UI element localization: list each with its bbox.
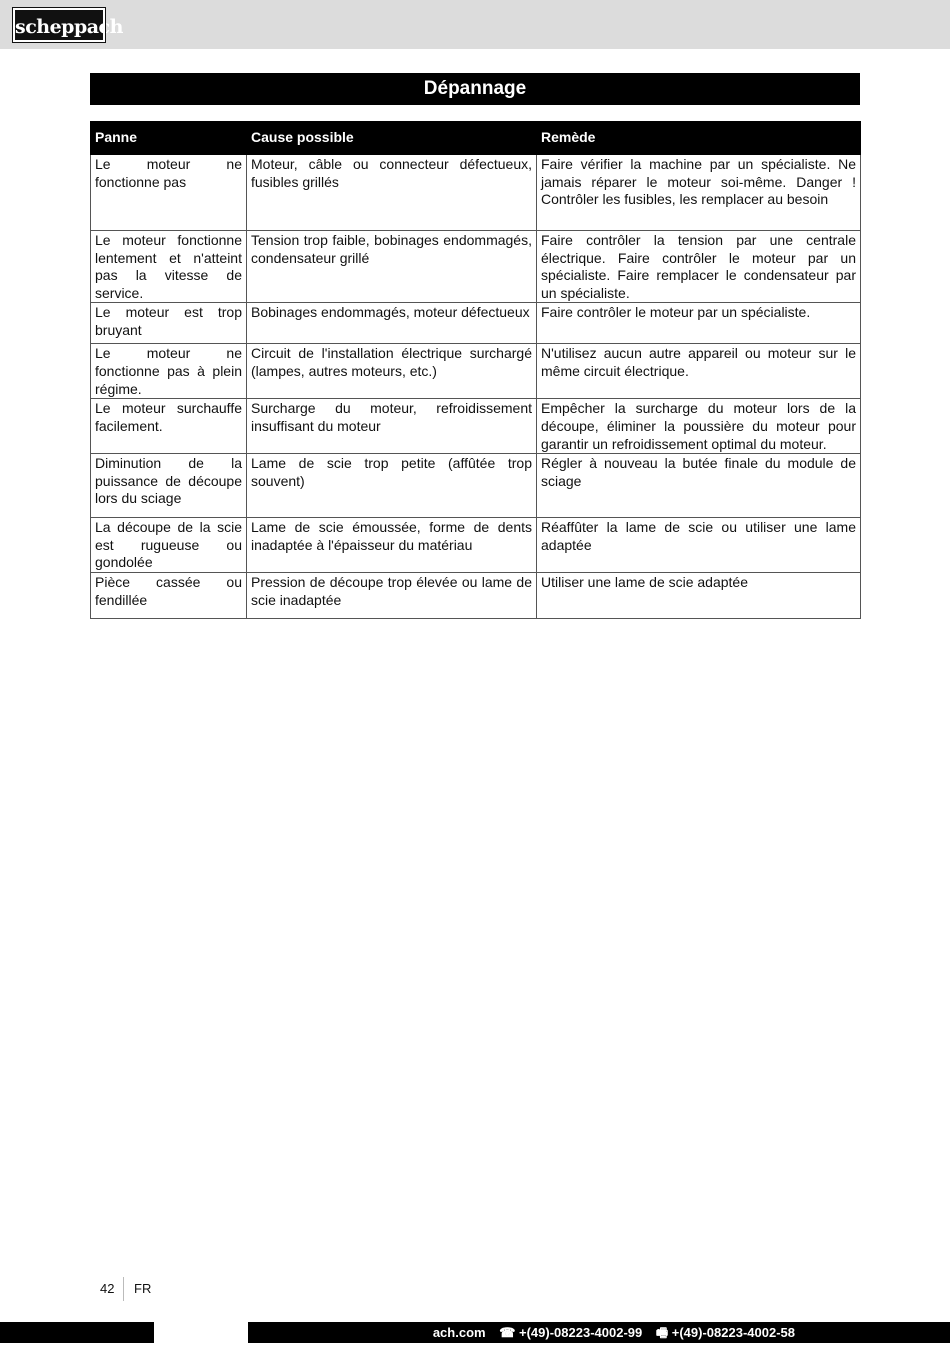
footer-gap [154, 1322, 248, 1343]
cell-remede: Faire contrôler le moteur par un spécialiste. [537, 303, 861, 344]
table-row [91, 399, 861, 454]
cell-panne: Le moteur fonctionne lentement et n'atteint pas la vitesse de service. [91, 231, 247, 303]
cell-remede: Faire contrôler la tension par une centrale électrique. Faire contrôler le moteur par un spécialiste. Faire remplacer le condensateur par un spécialiste. [537, 231, 861, 303]
cell-panne: Le moteur ne fonctionne pas [91, 155, 247, 231]
table-row [91, 454, 861, 518]
table-row [91, 518, 861, 573]
fax-number: 🖷 +(49)-08223-4002-58 [655, 1325, 795, 1340]
troubleshooting-table [90, 121, 861, 619]
header-cause: Cause possible [247, 122, 537, 155]
table-row [91, 231, 861, 303]
cell-cause: Surcharge du moteur, refroidissement insuffisant du moteur [247, 399, 537, 454]
cell-panne: Le moteur surchauffe facilement. [91, 399, 247, 454]
header-panne: Panne [91, 122, 247, 155]
scheppach-logo: scheppach [13, 8, 105, 42]
cell-remede: Utiliser une lame de scie adaptée [537, 572, 861, 618]
table-row [91, 155, 861, 231]
cell-cause: Lame de scie trop petite (affûtée trop souvent) [247, 454, 537, 518]
cell-cause: Moteur, câble ou connecteur défectueux, fusibles grillés [247, 155, 537, 231]
cell-panne: Le moteur ne fonctionne pas à plein régime. [91, 344, 247, 399]
cell-remede: Régler à nouveau la butée finale du module de sciage [537, 454, 861, 518]
cell-panne: Diminution de la puissance de découpe lors du sciage [91, 454, 247, 518]
page-number: 42 [100, 1281, 115, 1296]
table-row [91, 303, 861, 344]
cell-remede: N'utilisez aucun autre appareil ou moteur sur le même circuit électrique. [537, 344, 861, 399]
cell-remede: Empêcher la surcharge du moteur lors de la découpe, éliminer la poussière du moteur pour garantir un refroidissement optimal du moteur. [537, 399, 861, 454]
cell-cause: Lame de scie émoussée, forme de dents inadaptée à l'épaisseur du matériau [247, 518, 537, 573]
cell-panne: Le moteur est trop bruyant [91, 303, 247, 344]
cell-remede: Réaffûter la lame de scie ou utiliser une lame adaptée [537, 518, 861, 573]
website-link[interactable]: ach.com [432, 1325, 486, 1340]
cell-cause: Circuit de l'installation électrique surchargé (lampes, autres moteurs, etc.) [247, 344, 537, 399]
page-number-divider [123, 1277, 124, 1301]
table-row [91, 344, 861, 399]
footer-contact [250, 1322, 795, 1343]
section-title: Dépannage [90, 73, 860, 105]
table-row [91, 572, 861, 618]
cell-cause: Pression de découpe trop élevée ou lame de scie inadaptée [247, 572, 537, 618]
header-remede: Remède [537, 122, 861, 155]
table-header-row [91, 122, 861, 155]
cell-panne: Pièce cassée ou fendillée [91, 572, 247, 618]
cell-remede: Faire vérifier la machine par un spécialiste. Ne jamais réparer le moteur soi-même. Danger ! Contrôler les fusibles, les remplacer au besoin [537, 155, 861, 231]
phone-number: ☎ +(49)-08223-4002-99 [499, 1325, 643, 1340]
language-code: FR [134, 1281, 152, 1296]
cell-cause: Tension trop faible, bobinages endommagés, condensateur grillé [247, 231, 537, 303]
cell-cause: Bobinages endommagés, moteur défectueux [247, 303, 537, 344]
header-bar [0, 0, 950, 49]
cell-panne: La découpe de la scie est rugueuse ou gondolée [91, 518, 247, 573]
